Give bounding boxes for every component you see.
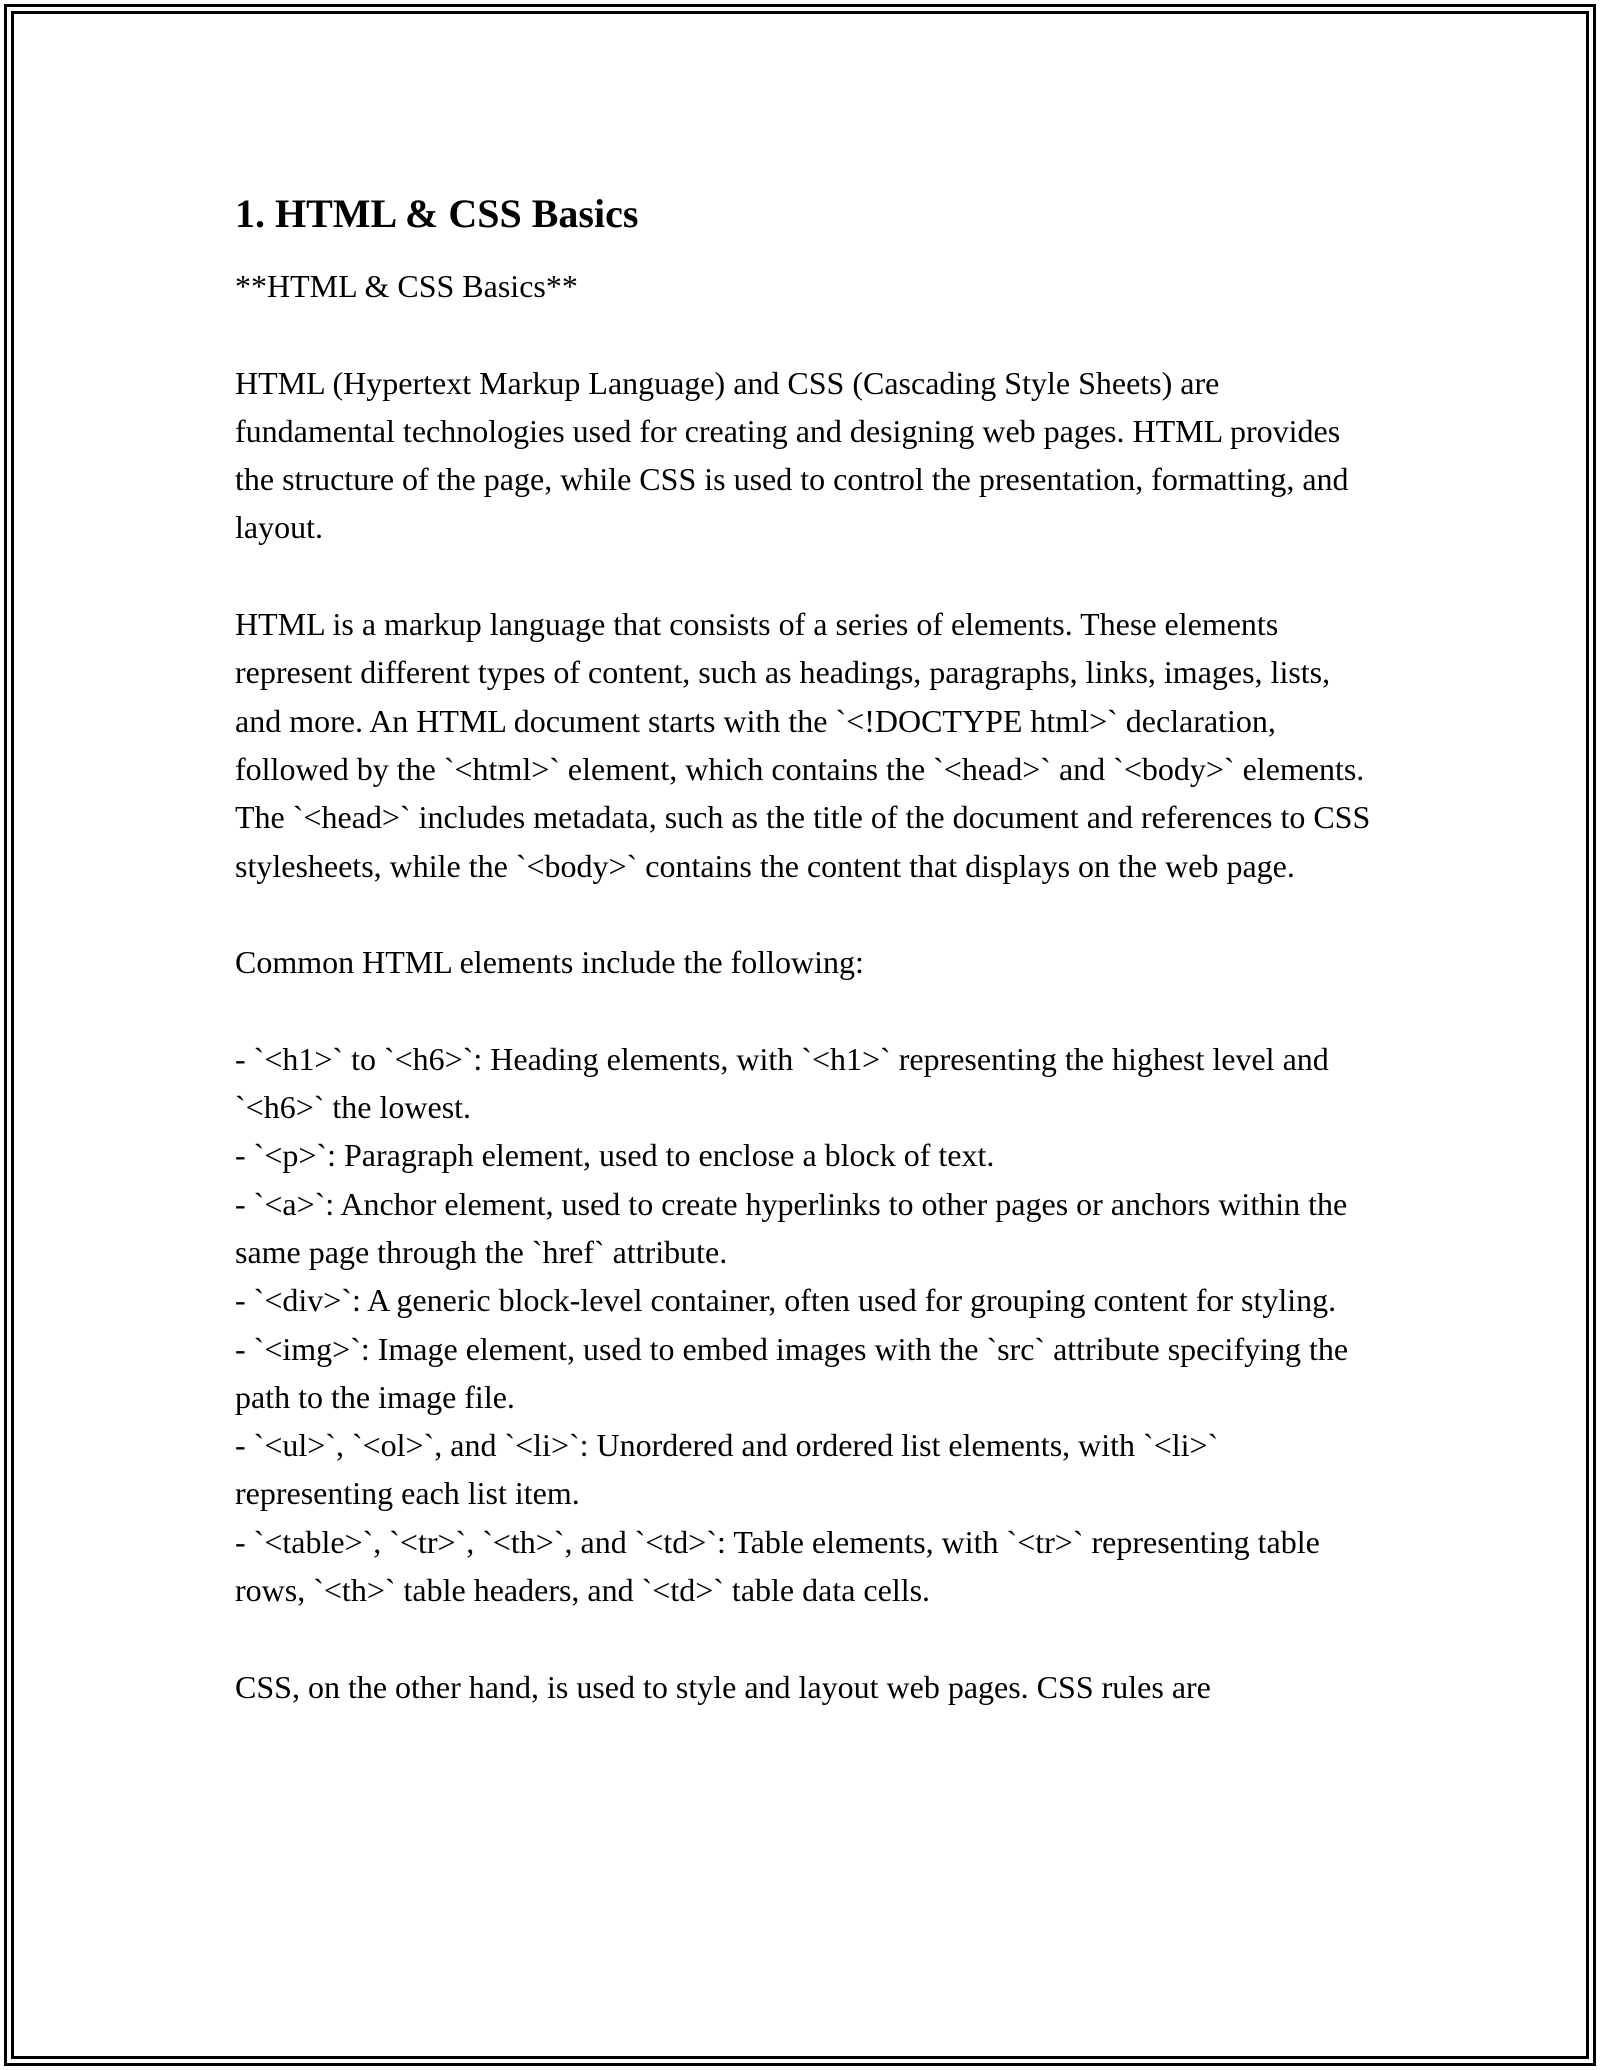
css-paragraph: CSS, on the other hand, is used to style and layout web pages. CSS rules are bbox=[235, 1668, 1211, 1705]
list-item: - `<img>`: Image element, used to embed images with the `src` attribute specifying the path to the image file. bbox=[235, 1330, 1349, 1415]
list-item: - `<ul>`, `<ol>`, and `<li>`: Unordered and ordered list elements, with `<li>` representing each list item. bbox=[235, 1427, 1219, 1512]
intro-paragraph: HTML (Hypertext Markup Language) and CSS (Cascading Style Sheets) are fundamental technologies used for creating and designing web pages. HTML provides the structure of the page, while CSS is used to control the presentation, formatting, and layout. bbox=[235, 364, 1349, 546]
list-item: - `<div>`: A generic block-level container, often used for grouping content for styling. bbox=[235, 1282, 1337, 1319]
html-description-paragraph: HTML is a markup language that consists of a series of elements. These elements represent different types of content, such as headings, paragraphs, links, images, lists, and more. An HTML document starts with the `<!DOCTYPE html>` declaration, followed by the `<html>` element, which contains the `<head>` and `<body>` elements. The `<head>` includes metadata, such as the title of the document and references to CSS stylesheets, while the `<body>` contains the content that displays on the web page. bbox=[235, 606, 1371, 884]
list-item: - `<a>`: Anchor element, used to create hyperlinks to other pages or anchors within the same page through the `href` attribute. bbox=[235, 1185, 1348, 1270]
list-item: - `<table>`, `<tr>`, `<th>`, and `<td>`: Table elements, with `<tr>` representing table rows, `<th>` table headers, and `<td>` table data cells. bbox=[235, 1523, 1320, 1609]
list-item: - `<p>`: Paragraph element, used to enclose a block of text. bbox=[235, 1137, 995, 1174]
list-item: - `<h1>` to `<h6>`: Heading elements, with `<h1>` representing the highest level and `<h6>` the lowest. bbox=[235, 1040, 1329, 1126]
document-body bbox=[235, 190, 1375, 1759]
elements-list bbox=[235, 1035, 1375, 1615]
section-heading: 1. HTML & CSS Basics bbox=[235, 191, 639, 236]
elements-intro-paragraph: Common HTML elements include the following: bbox=[235, 944, 864, 981]
subtitle: **HTML & CSS Basics** bbox=[235, 268, 578, 304]
